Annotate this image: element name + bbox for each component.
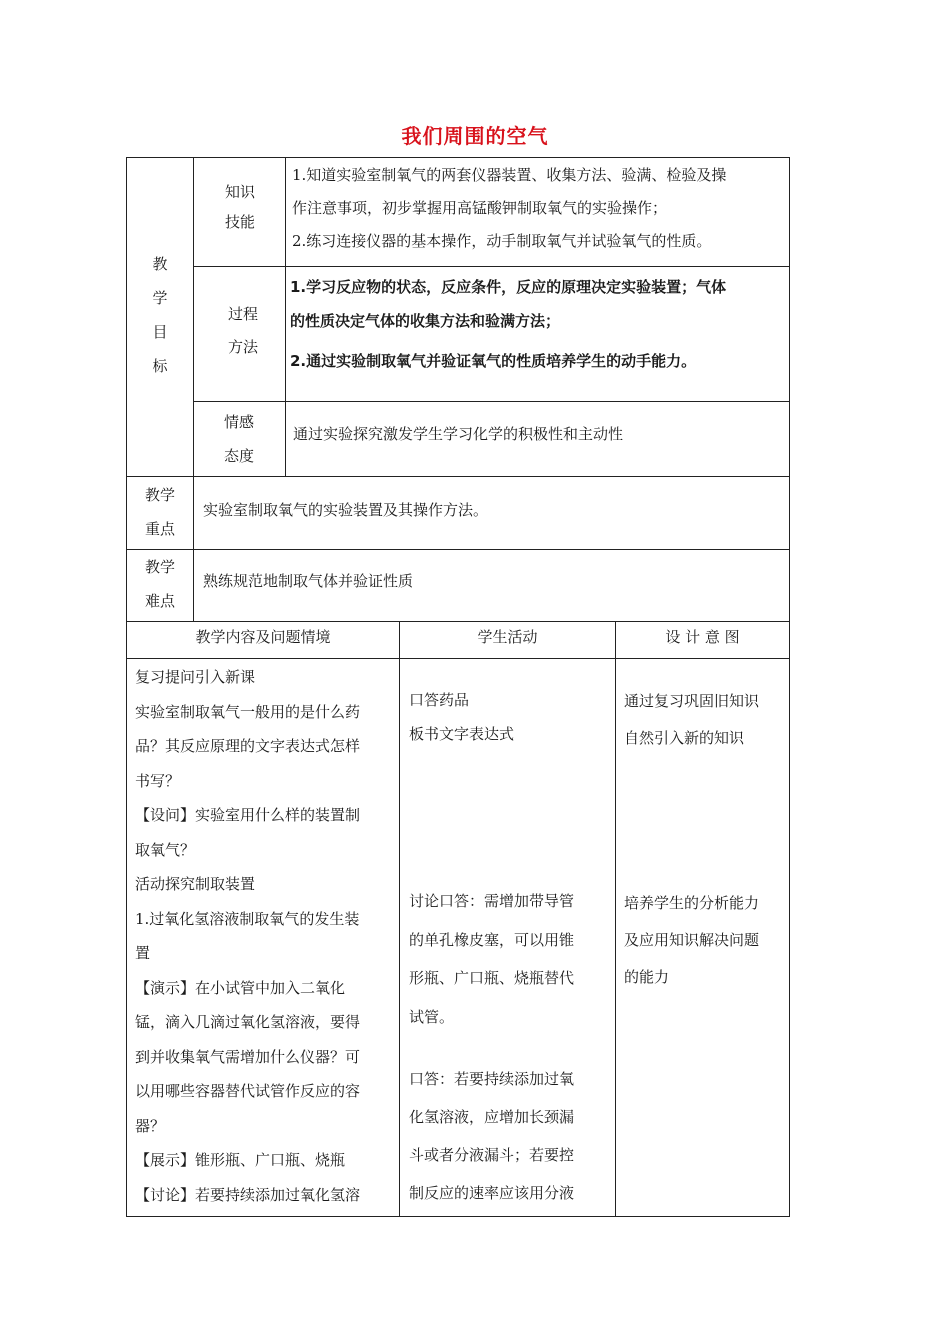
list-item: 锰，滴入几滴过氧化氢溶液，要得 <box>135 1013 361 1031</box>
list-item: 1.过氧化氢溶液制取氧气的发生装 <box>135 909 360 928</box>
content-column <box>135 660 397 1212</box>
list-item: 【演示】在小试管中加入二氧化 <box>135 978 346 997</box>
difficulty-text: 熟练规范地制取气体并验证性质 <box>203 572 414 590</box>
list-item: 【讨论】若要持续添加过氧化氢溶 <box>135 1185 361 1204</box>
list-item: 置 <box>135 944 151 962</box>
list-item: 活动探究制取装置 <box>135 875 256 893</box>
list-item: 到并收集氧气需增加什么仪器？可 <box>135 1047 361 1066</box>
list-item: 【设问】实验室用什么样的装置制 <box>135 806 361 824</box>
list-item: 【展示】锥形瓶、广口瓶、烧瓶 <box>135 1151 346 1169</box>
list-item: 器？ <box>135 1116 166 1135</box>
emotion-attitude-text: 通过实验探究激发学生学习化学的积极性和主动性 <box>293 425 624 443</box>
student-block-1: 口答药品 板书文字表达式 <box>409 691 515 743</box>
student-block-3: 口答：若要持续添加过氧 化氢溶液，应增加长颈漏 斗或者分液漏斗；若要控 制反应的速率应该用分液 <box>409 1070 575 1202</box>
student-block-2: 讨论口答：需增加带导管 的单孔橡皮塞，可以用锥 形瓶、广口瓶、烧瓶替代 试管。 <box>409 892 575 1026</box>
process-methods-label: 过程 方法 <box>227 305 258 356</box>
design-block-2: 培养学生的分析能力 及应用知识解决问题 的能力 <box>624 894 760 986</box>
objectives-label: 教 学 目 标 <box>152 255 168 375</box>
knowledge-skills-text: 1.知道实验室制氧气的两套仪器装置、收集方法、验满、检验及操 作注意事项，初步掌握用高锰酸钾制取氧气的实验操作； 2.练习连接仪器的基本操作，动手制取氧气并试验氧气的性质。 <box>292 166 727 250</box>
list-item: 取氧气？ <box>135 840 196 859</box>
document-title: 我们周围的空气 <box>401 124 549 148</box>
knowledge-skills-label: 知识 技能 <box>224 183 255 231</box>
design-block-1: 通过复习巩固旧知识 自然引入新的知识 <box>624 692 760 747</box>
key-point-label: 教学 重点 <box>144 486 175 538</box>
list-item: 品？其反应原理的文字表达式怎样 <box>135 737 361 755</box>
process-methods-text: 1.学习反应物的状态，反应条件，反应的原理决定实验装置；气体 的性质决定气体的收集方法和验满方法； 2.通过实验制取氧气并验证氧气的性质培养学生的动手能力。 <box>290 278 727 370</box>
list-item: 实验室制取氧气一般用的是什么药 <box>135 702 361 721</box>
header-content: 教学内容及问题情境 <box>195 628 331 646</box>
emotion-attitude-label: 情感 态度 <box>223 413 254 465</box>
list-item: 以用哪些容器替代试管作反应的容 <box>135 1082 361 1100</box>
header-design-intent: 设 计 意 图 <box>665 628 740 646</box>
list-item: 书写？ <box>135 771 181 790</box>
difficulty-label: 教学 难点 <box>144 558 175 610</box>
list-item: 复习提问引入新课 <box>135 668 256 686</box>
key-point-text: 实验室制取氧气的实验装置及其操作方法。 <box>203 501 489 519</box>
header-student-activity: 学生活动 <box>477 628 538 646</box>
